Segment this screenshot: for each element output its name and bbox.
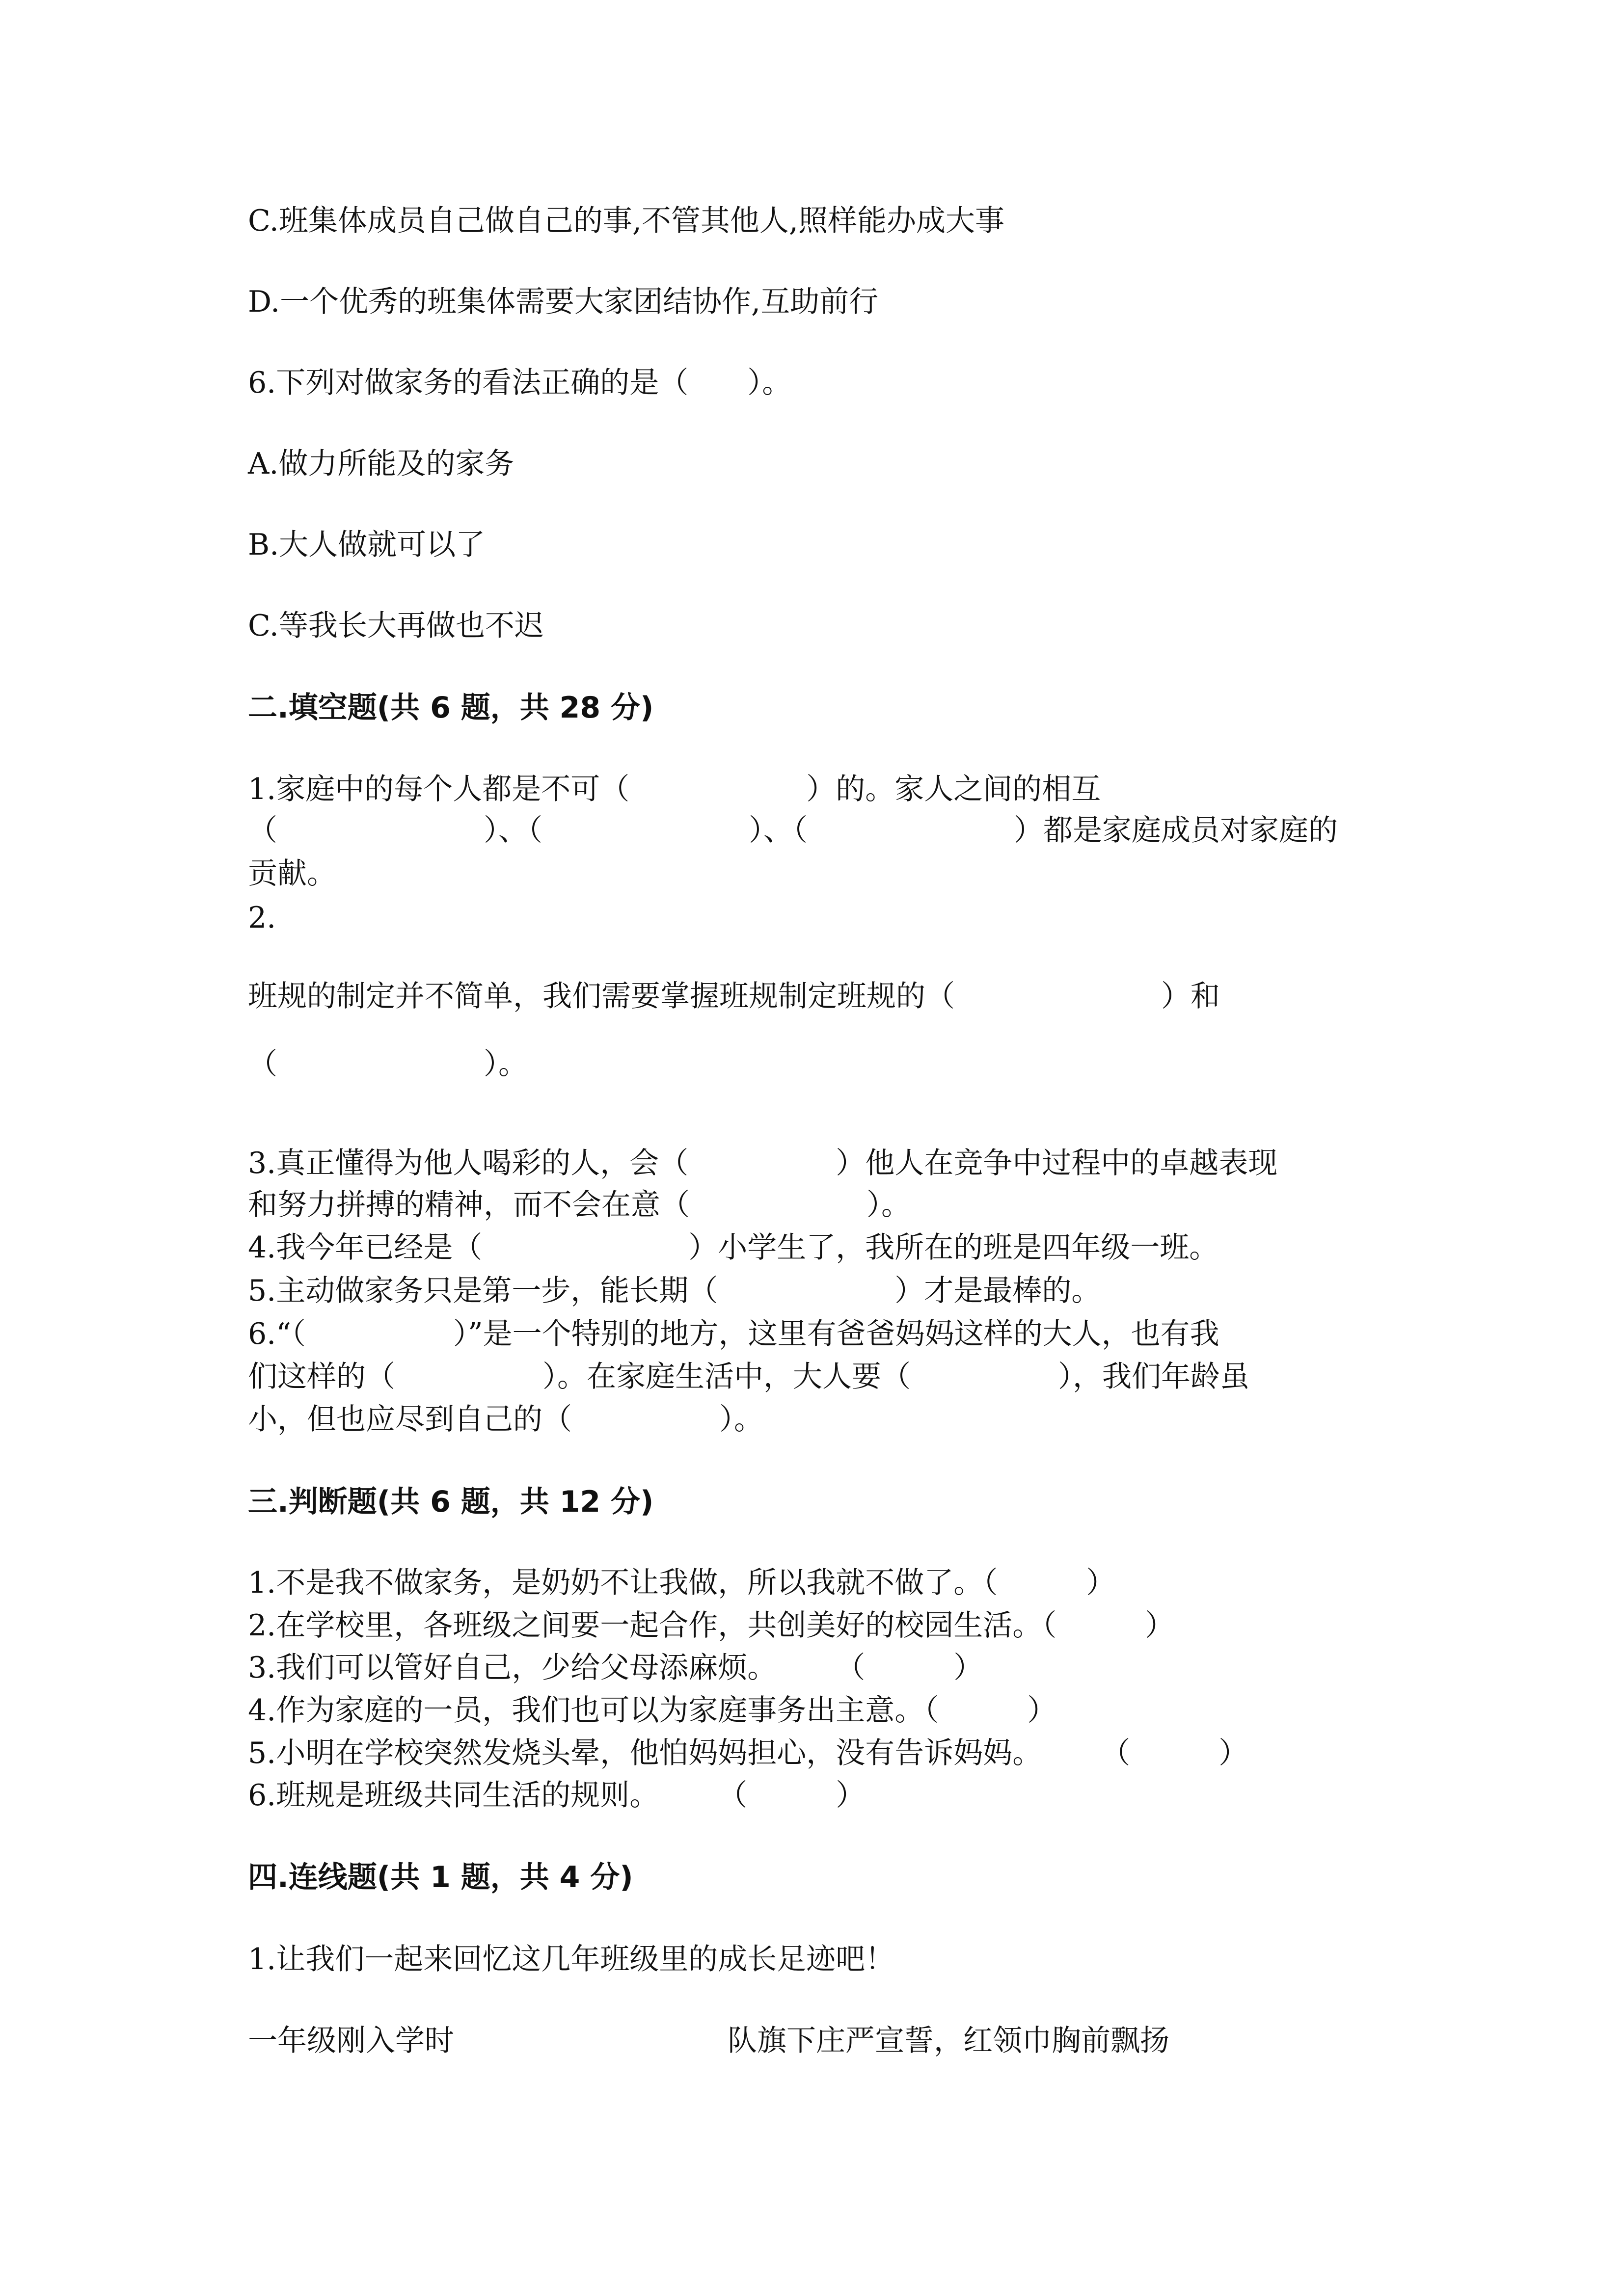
judge-item-1: 1.不是我不做家务，是奶奶不让我做，所以我就不做了。（ ） [248,1566,1116,1600]
fill-q3-line1: 3.真正懂得为他人喝彩的人，会（ ）他人在竞争中过程中的卓越表现 [248,1146,1278,1180]
q6-option-c: C.等我长大再做也不迟 [248,609,544,643]
match-left-item: 一年级刚入学时 [248,2024,454,2058]
judge-item-6: 6.班规是班级共同生活的规则。 （ ） [248,1778,866,1813]
fill-q4: 4.我今年已经是（ ）小学生了，我所在的班是四年级一班。 [248,1230,1219,1265]
judge-item-5: 5.小明在学校突然发烧头晕，他怕妈妈担心，没有告诉妈妈。 （ ） [248,1736,1248,1770]
fill-q6-line1: 6.“（ ）”是一个特别的地方，这里有爸爸妈妈这样的大人，也有我 [248,1317,1219,1351]
fill-q3-line2: 和努力拼搏的精神，而不会在意（ ）。 [248,1188,911,1222]
fill-q6-line3: 小，但也应尽到自己的（ ）。 [248,1402,763,1437]
q5-option-c: C.班集体成员自己做自己的事,不管其他人,照样能办成大事 [248,204,1004,238]
q6-option-b: B.大人做就可以了 [248,528,486,562]
q6-option-a: A.做力所能及的家务 [248,447,514,481]
section-heading-judgement: 三.判断题(共 6 题，共 12 分) [248,1485,654,1519]
q5-option-d: D.一个优秀的班集体需要大家团结协作,互助前行 [248,285,879,319]
judge-item-2: 2.在学校里，各班级之间要一起合作，共创美好的校园生活。（ ） [248,1608,1175,1643]
fill-q2-line2: （ ）。 [248,1047,528,1081]
fill-q5: 5.主动做家务只是第一步，能长期（ ）才是最棒的。 [248,1274,1101,1308]
fill-q2-number: 2. [248,901,276,935]
fill-q1-line2: （ ）、（ ）、（ ）都是家庭成员对家庭的 [248,813,1338,848]
fill-q2-line1: 班规的制定并不简单，我们需要掌握班规制定班规的（ ）和 [248,979,1220,1014]
match-q1-stem: 1.让我们一起来回忆这几年班级里的成长足迹吧！ [248,1942,895,1976]
match-right-item: 队旗下庄严宣誓，红领巾胸前飘扬 [728,2024,1169,2058]
q6-stem: 6.下列对做家务的看法正确的是（ ）。 [248,366,792,400]
fill-q6-line2: 们这样的（ ）。在家庭生活中，大人要（ ），我们年龄虽 [248,1360,1249,1394]
judge-item-3: 3.我们可以管好自己，少给父母添麻烦。 （ ） [248,1651,983,1685]
section-heading-fill-blank: 二.填空题(共 6 题，共 28 分) [248,691,654,725]
fill-q1-line1: 1.家庭中的每个人都是不可（ ）的。家人之间的相互 [248,772,1101,806]
judge-item-4: 4.作为家庭的一员，我们也可以为家庭事务出主意。（ ） [248,1693,1057,1728]
section-heading-matching: 四.连线题(共 1 题，共 4 分) [248,1860,633,1895]
fill-q1-line3: 贡献。 [248,856,336,891]
